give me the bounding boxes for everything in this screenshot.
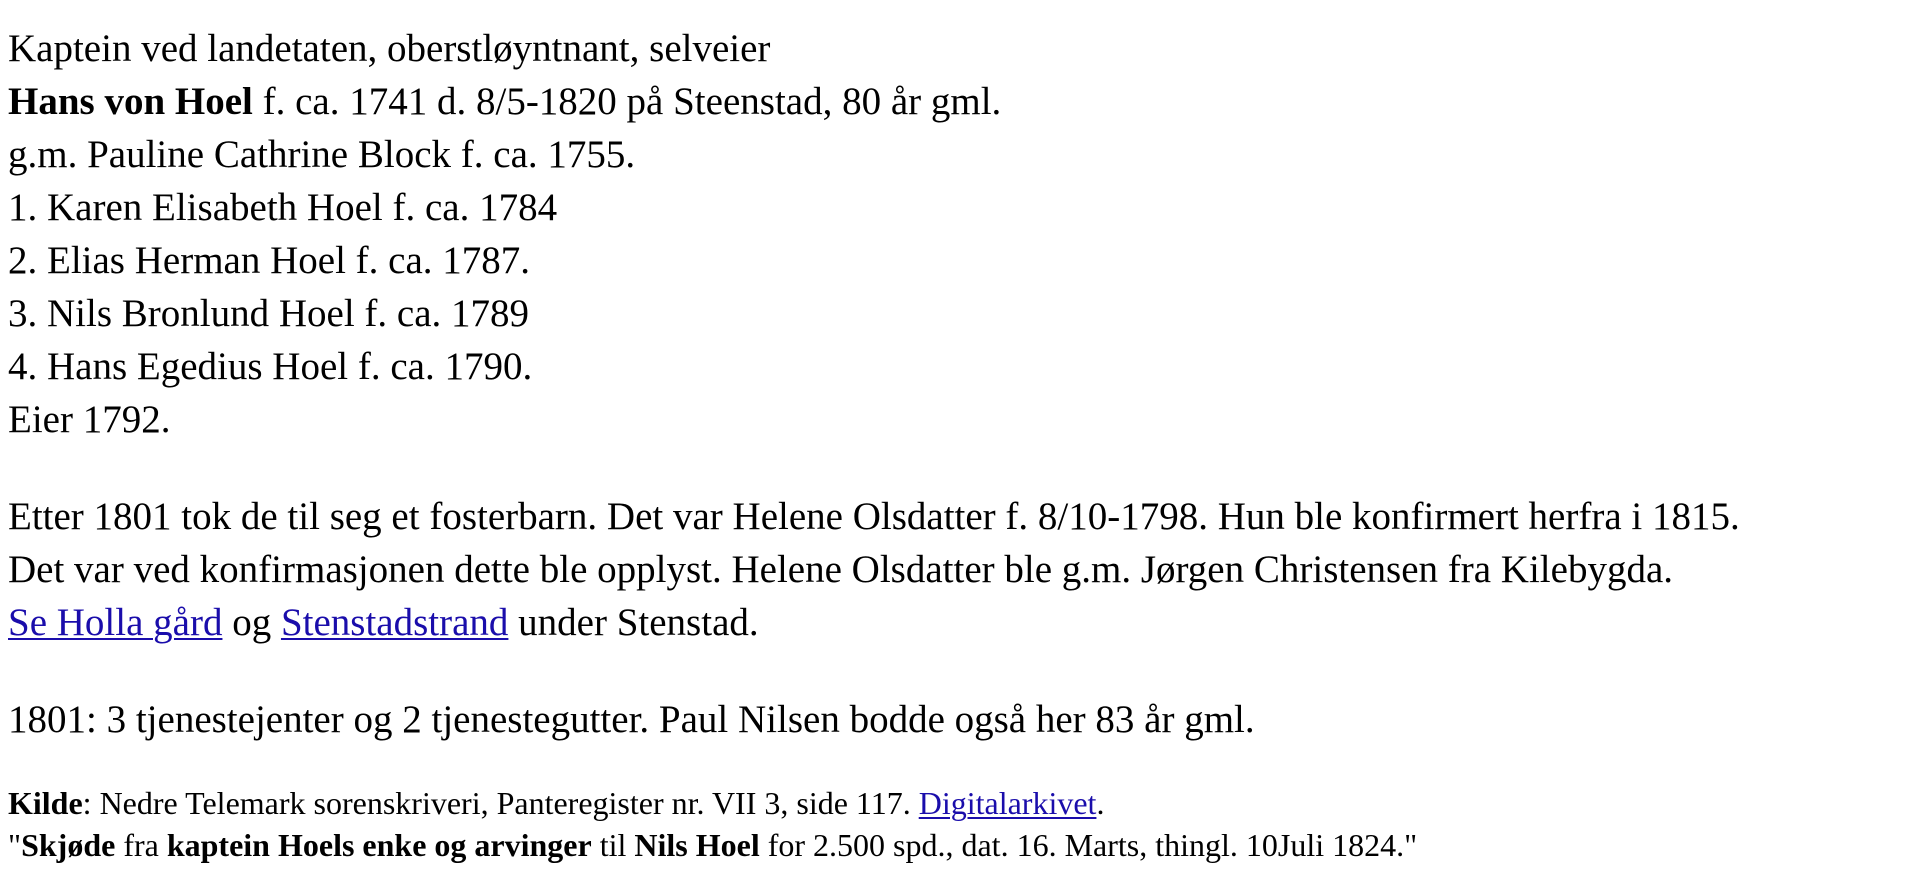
digitalarkivet-link[interactable]: Digitalarkivet [918,785,1097,821]
see-also-suffix: under Stenstad. [508,601,759,644]
census-line: 1801: 3 tjenestejenter og 2 tjenestegutter. Paul Nilsen bodde også her 83 år gml. [8,698,1255,741]
child-item-4: 4. Hans Egedius Hoel f. ca. 1790. [8,345,533,388]
spacer [8,446,1908,490]
owner-note: Eier 1792. [8,398,171,441]
deed-quote-open: " [8,827,22,863]
deed-text-2: til [591,827,635,863]
stenstadstrand-link[interactable]: Stenstadstrand [280,601,509,644]
title-line: Kaptein ved landetaten, oberstløyntnant, selveier [8,27,771,70]
child-item-1: 1. Karen Elisabeth Hoel f. ca. 1784 [8,186,558,229]
holla-gard-link[interactable]: Se Holla gård [8,601,223,644]
deed-line [8,824,1908,866]
person-dates: f. ca. 1741 d. 8/5-1820 på Steenstad, 80 år gml. [252,80,1002,123]
person-line [8,75,1908,128]
document-body [8,22,1908,866]
deed-word-skjode: Skjøde [21,827,116,863]
foster-line-1: Etter 1801 tok de til seg et fosterbarn. Det var Helene Olsdatter f. 8/10-1798. Hun ble konfirmert herfra i 1815. [8,495,1740,538]
deed-text-3: for 2.500 spd., dat. 16. Marts, thingl. 10Juli 1824." [759,827,1418,863]
source-label: Kilde [8,785,83,821]
source-text: : Nedre Telemark sorenskriveri, Panteregister nr. VII 3, side 117. [82,785,919,821]
child-item-3: 3. Nils Bronlund Hoel f. ca. 1789 [8,292,530,335]
spacer [8,746,1908,782]
deed-text-1: fra [115,827,167,863]
source-end: . [1096,785,1105,821]
see-also-conjunction: og [222,601,281,644]
source-line [8,782,1908,824]
person-name: Hans von Hoel [8,80,253,123]
deed-sellers: kaptein Hoels enke og arvinger [166,827,592,863]
spouse-line: g.m. Pauline Cathrine Block f. ca. 1755. [8,133,636,176]
spacer [8,649,1908,693]
foster-line-2: Det var ved konfirmasjonen dette ble opplyst. Helene Olsdatter ble g.m. Jørgen Christensen fra Kilebygda. [8,548,1674,591]
child-item-2: 2. Elias Herman Hoel f. ca. 1787. [8,239,531,282]
see-also-line [8,596,1908,649]
deed-buyer: Nils Hoel [634,827,760,863]
